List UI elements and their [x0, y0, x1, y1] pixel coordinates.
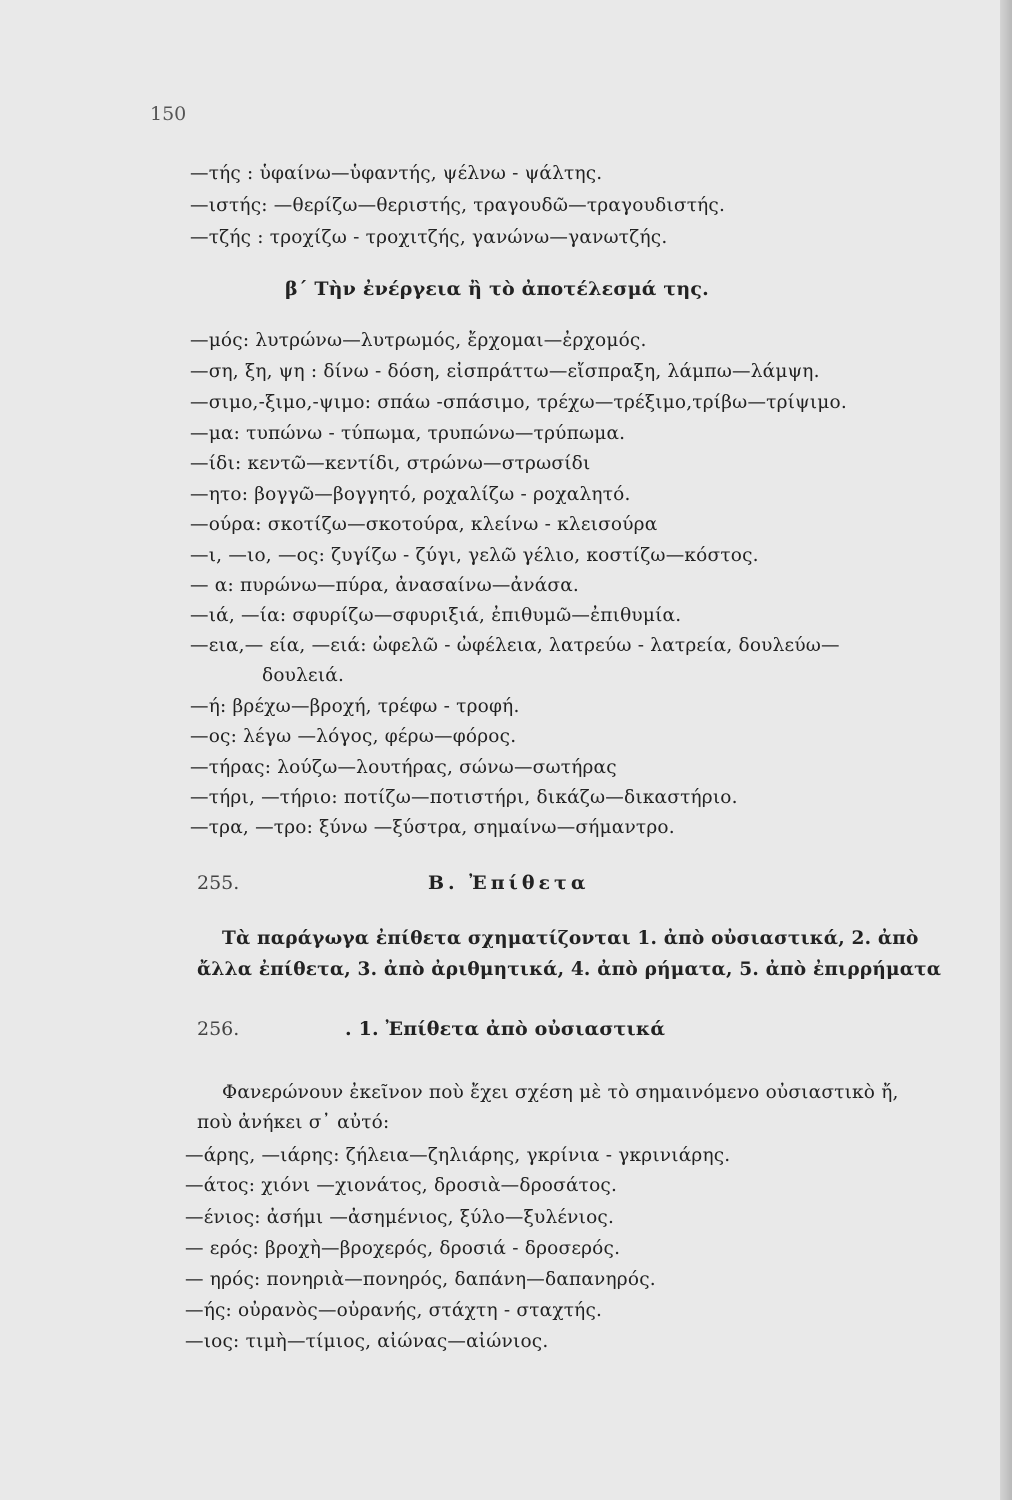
- suffix-line: —τήρας: λούζω—λουτήρας, σώνω—σωτήρας: [190, 757, 617, 778]
- suffix-line: —τζής : τροχίζω - τροχιτζής, γανώνω—γανωτζής.: [190, 227, 668, 248]
- suffix-line: —ένιος: ἀσήμι —ἀσημένιος, ξύλο—ξυλένιος.: [185, 1207, 615, 1228]
- suffix-line: —ητο: βογγῶ—βογγητό, ροχαλίζω - ροχαλητό.: [190, 484, 631, 505]
- page-edge: [1000, 0, 1012, 1500]
- suffix-line: — α: πυρώνω—πύρα, ἀνασαίνω—ἀνάσα.: [190, 575, 579, 596]
- suffix-line: —άρης, —ιάρης: ζήλεια—ζηλιάρης, γκρίνια - γκρινιάρης.: [185, 1145, 731, 1166]
- suffix-line: —τρα, —τρο: ξύνω —ξύστρα, σημαίνω—σήμαντρο.: [190, 817, 675, 838]
- suffix-line: —ή: βρέχω—βροχή, τρέφω - τροφή.: [190, 696, 520, 717]
- section-title: . 1. Ἐπίθετα ἀπὸ οὐσιαστικά: [345, 1018, 666, 1040]
- suffix-line: —μός: λυτρώνω—λυτρωμός, ἔρχομαι—ἐρχομός.: [190, 330, 647, 351]
- suffix-line: —ιά, —ία: σφυρίζω—σφυριξιά, ἐπιθυμῶ—ἐπιθυμία.: [190, 605, 682, 626]
- suffix-line: — ερός: βροχὴ—βροχερός, δροσιά - δροσερός.: [185, 1238, 621, 1259]
- intro-line: ποὺ ἀνήκει σ᾽ αὐτό:: [197, 1112, 390, 1133]
- suffix-line: —τήρι, —τήριο: ποτίζω—ποτιστήρι, δικάζω—δικαστήριο.: [190, 787, 738, 808]
- intro-line: Φανερώνουν ἐκεῖνον ποὺ ἔχει σχέση μὲ τὸ σημαινόμενο οὐσιαστικὸ ἤ,: [222, 1082, 899, 1103]
- suffix-line: —ής: οὐρανὸς—οὐρανής, στάχτη - σταχτής.: [185, 1300, 603, 1321]
- suffix-line: —άτος: χιόνι —χιονάτος, δροσιὰ—δροσάτος.: [185, 1175, 618, 1196]
- suffix-line: —ι, —ιο, —ος: ζυγίζω - ζύγι, γελῶ γέλιο, κοστίζω—κόστος.: [190, 545, 759, 566]
- page-number: 150: [150, 103, 187, 125]
- suffix-line: —ούρα: σκοτίζω—σκοτούρα, κλείνω - κλεισούρα: [190, 514, 658, 535]
- section-number: 256.: [197, 1018, 240, 1040]
- suffix-line: —εια,— εία, —ειά: ὠφελῶ - ὠφέλεια, λατρεύω - λατρεία, δουλεύω—: [190, 635, 840, 656]
- suffix-line: —τής : ὑφαίνω—ὑφαντής, ψέλνω - ψάλτης.: [190, 163, 603, 184]
- suffix-line: —σιμο,-ξιμο,-ψιμο: σπάω -σπάσιμο, τρέχω—τρέξιμο,τρίβω—τρίψιμο.: [190, 392, 847, 413]
- suffix-line: —ος: λέγω —λόγος, φέρω—φόρος.: [190, 726, 517, 747]
- suffix-line: —ση, ξη, ψη : δίνω - δόση, εἰσπράττω—εἴσπραξη, λάμπω—λάμψη.: [190, 361, 820, 382]
- suffix-line: —ιος: τιμὴ—τίμιος, αἰώνας—αἰώνιος.: [185, 1331, 549, 1352]
- suffix-line: — ηρός: πονηριὰ—πονηρός, δαπάνη—δαπανηρός.: [185, 1269, 656, 1290]
- suffix-line: —ιστής: —θερίζω—θεριστής, τραγουδῶ—τραγουδιστής.: [190, 195, 726, 216]
- suffix-line-continuation: δουλειά.: [262, 665, 345, 686]
- section-number: 255.: [197, 872, 240, 894]
- section-title: Β. Ἐπίθετα: [428, 872, 590, 894]
- suffix-line: —μα: τυπώνω - τύπωμα, τρυπώνω—τρύπωμα.: [190, 423, 626, 444]
- intro-line: ἄλλα ἐπίθετα, 3. ἀπὸ ἀριθμητικά, 4. ἀπὸ ρήματα, 5. ἀπὸ ἐπιρρήματα: [197, 959, 942, 980]
- intro-line: Τὰ παράγωγα ἐπίθετα σχηματίζονται 1. ἀπὸ οὐσιαστικά, 2. ἀπὸ: [222, 928, 919, 949]
- suffix-line: —ίδι: κεντῶ—κεντίδι, στρώνω—στρωσίδι: [190, 453, 591, 474]
- subheading: β΄ Τὴν ἐνέργεια ἢ τὸ ἀποτέλεσμά της.: [285, 278, 709, 300]
